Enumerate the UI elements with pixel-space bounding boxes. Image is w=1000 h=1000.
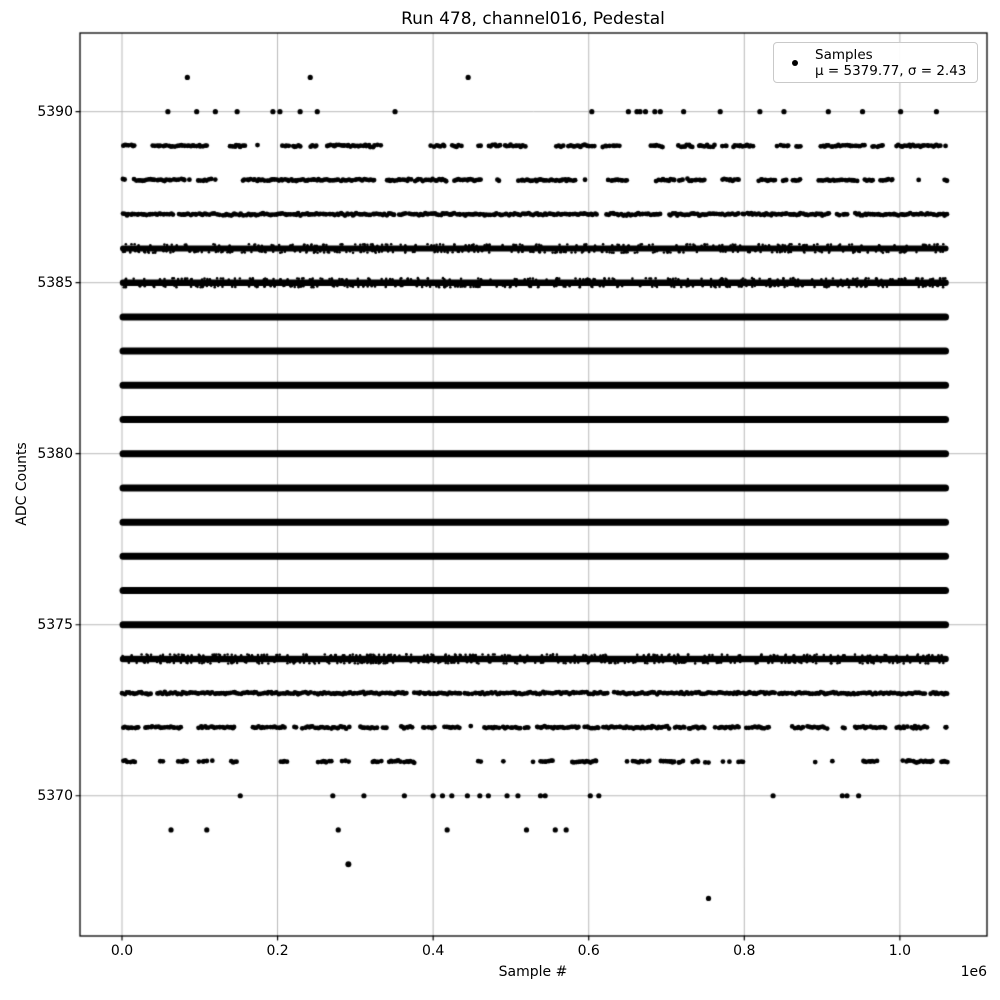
legend-marker-column (774, 60, 815, 66)
y-tick-label: 5380 (37, 445, 73, 462)
x-axis-label: Sample # (498, 964, 568, 980)
x-tick-label: 1.0 (888, 943, 911, 959)
x-axis-offset-label: 1e6 (960, 964, 987, 980)
x-tick-label: 0.6 (577, 943, 600, 959)
x-tick-label: 0.4 (422, 943, 445, 959)
legend-marker-dot-icon (792, 60, 798, 66)
y-axis-label: ADC Counts (14, 442, 30, 526)
chart-title: Run 478, channel016, Pedestal (401, 9, 665, 29)
legend (773, 42, 978, 83)
x-tick-label: 0.2 (266, 943, 289, 959)
legend-text (815, 47, 966, 79)
y-tick-label: 5390 (37, 103, 73, 120)
legend-stats-label: μ = 5379.77, σ = 2.43 (815, 62, 967, 79)
x-tick-label: 0.0 (110, 943, 134, 959)
legend-series-label: Samples (815, 46, 873, 63)
x-tick-label: 0.8 (733, 943, 756, 959)
y-tick-label: 5370 (37, 787, 73, 804)
y-tick-label: 5385 (37, 274, 73, 291)
y-tick-label: 5375 (37, 616, 73, 633)
